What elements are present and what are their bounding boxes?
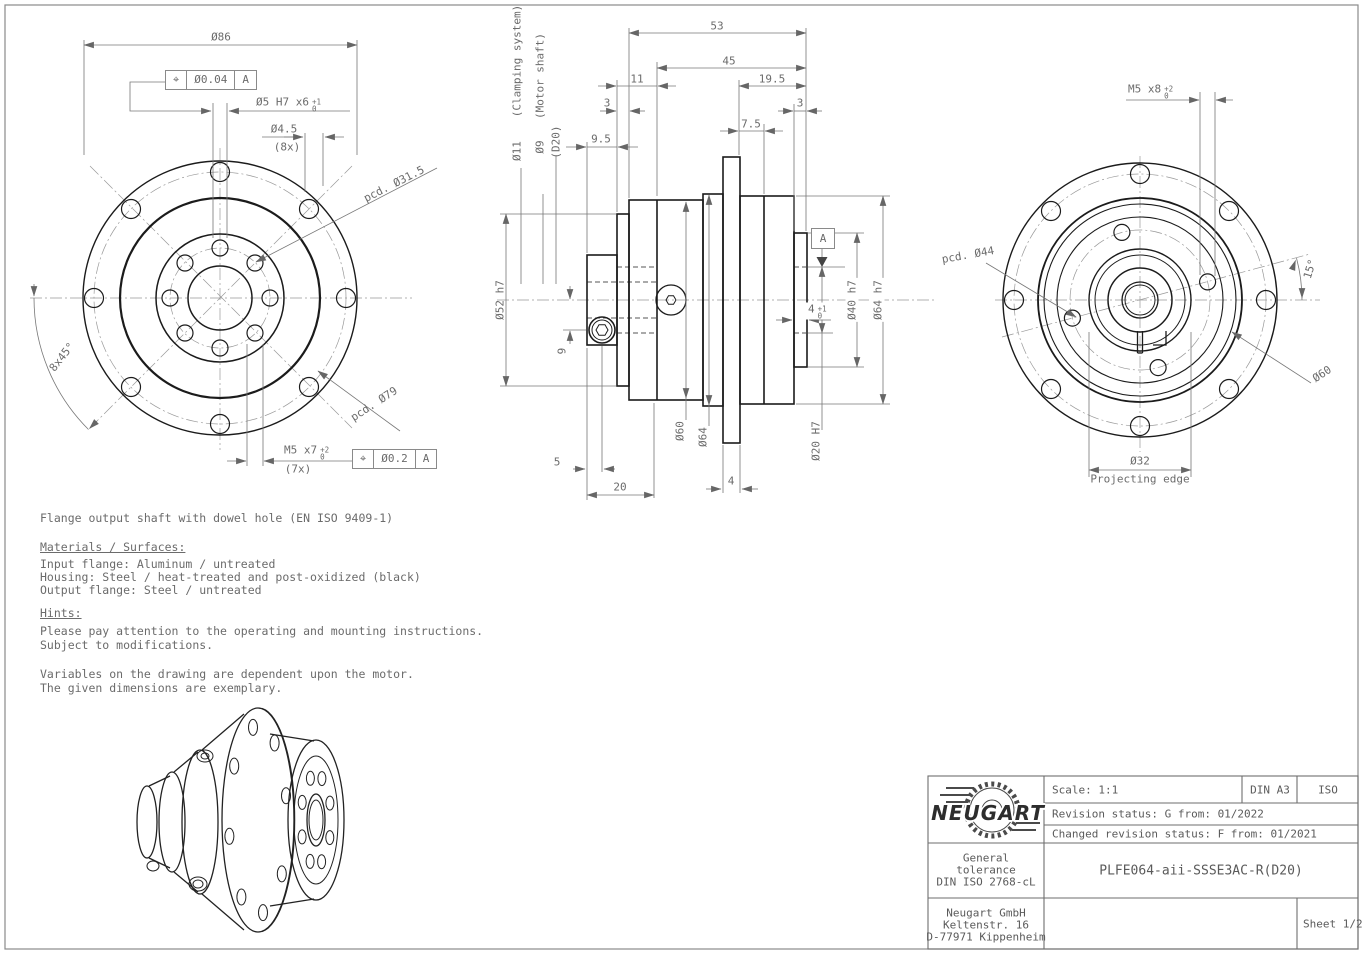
dim-dia52: Ø52 h7 — [493, 280, 507, 320]
note-hint3: Variables on the drawing are dependent upon the motor. — [40, 667, 414, 681]
dim-3-right: 3 — [796, 96, 804, 110]
title-tolerance-1: General — [962, 851, 1010, 865]
gdt-frame-position-top — [165, 70, 257, 90]
datum-a-box: A — [811, 228, 835, 249]
dim-hole-dia: Ø4.5 — [270, 122, 298, 136]
title-company-name: Neugart GmbH — [946, 906, 1026, 920]
dim-4: 4 — [727, 474, 735, 488]
note-mat2: Housing: Steel / heat-treated and post-oxidized (black) — [40, 570, 421, 584]
label-clamping-system: (Clamping system) — [510, 4, 524, 118]
dim-thread-back-tolerance: +2 0 — [1164, 84, 1174, 101]
dim-3-left: 3 — [603, 96, 611, 110]
label-d20: (D20) — [549, 125, 563, 159]
dim-thread-front-text: M5 x7 — [284, 443, 318, 457]
title-standard: ISO — [1318, 783, 1338, 797]
gdt-tolerance-value: Ø0.04 — [187, 71, 235, 89]
neugart-logo-text: NEUGART — [931, 801, 1045, 825]
dim-thread-front-tolerance: +2 0 — [320, 445, 330, 462]
title-part-number: PLFE064-aii-SSSE3AC-R(D20) — [1099, 863, 1303, 879]
dim-thread-front — [284, 444, 329, 461]
note-materials-title: Materials / Surfaces: — [40, 540, 186, 554]
dim-dia9: Ø9 — [533, 140, 547, 154]
label-motor-shaft: (Motor shaft) — [533, 32, 547, 120]
note-hint2: Subject to modifications. — [40, 638, 214, 652]
dim-thread-back-text: M5 x8 — [1128, 82, 1162, 96]
dim-depth4-text: 4 — [808, 302, 815, 316]
gdt-frame-position-bottom — [352, 449, 437, 469]
note-mat3: Output flange: Steel / untreated — [40, 583, 262, 597]
dim-thread-count: (7x) — [284, 462, 312, 476]
dim-11: 11 — [630, 72, 644, 86]
dim-dia11: Ø11 — [510, 141, 524, 161]
back-view — [986, 92, 1320, 477]
dim-depth4 — [806, 303, 829, 320]
gdt-position-icon: ⌖ — [166, 71, 187, 89]
datum-a-triangle — [817, 257, 828, 267]
dim-chamfer: 8x45° — [46, 339, 78, 375]
title-tolerance-3: DIN ISO 2768-cL — [936, 875, 1036, 889]
dim-dia60: Ø60 — [673, 421, 687, 441]
label-projecting-edge: Projecting edge — [1090, 472, 1190, 486]
title-format: DIN A3 — [1250, 783, 1290, 797]
note-mat1: Input flange: Aluminum / untreated — [40, 557, 276, 571]
title-company-city: D-77971 Kippenheim — [926, 930, 1046, 944]
dim-dia64h7: Ø64 h7 — [871, 280, 885, 320]
gdt-position-icon: ⌖ — [353, 450, 374, 468]
dim-dowel-tolerance: +1 0 — [311, 97, 322, 114]
dim-dowel-text: Ø5 H7 x6 — [256, 95, 309, 109]
dim-pcd44: pcd. Ø44 — [940, 243, 996, 267]
title-scale: Scale: 1:1 — [1052, 783, 1119, 797]
title-sheet: Sheet 1/2 — [1303, 917, 1363, 931]
dim-7p5: 7.5 — [741, 117, 761, 131]
dim-dia40h7: Ø40 h7 — [845, 280, 859, 320]
dim-angle15: 15° — [1300, 257, 1320, 281]
dim-dia64: Ø64 — [696, 427, 710, 447]
note-flange: Flange output shaft with dowel hole (EN ISO 9409-1) — [40, 511, 394, 525]
title-company-street: Keltenstr. 16 — [942, 918, 1030, 932]
dim-thread-back — [1128, 83, 1173, 100]
isometric-view — [137, 708, 344, 932]
note-hints-title: Hints: — [40, 606, 82, 620]
dim-45: 45 — [722, 54, 736, 68]
dim-dia32: Ø32 — [1130, 454, 1150, 468]
dim-53: 53 — [710, 19, 724, 33]
gdt-datum-ref: A — [422, 452, 430, 465]
title-changed-revision-status: Changed revision status: F from: 01/2021 — [1052, 827, 1317, 841]
title-revision-status: Revision status: G from: 01/2022 — [1052, 807, 1264, 821]
dim-dia20h7: Ø20 H7 — [809, 421, 823, 461]
dim-19p5: 19.5 — [758, 72, 786, 86]
gdt-datum-ref: A — [242, 73, 249, 86]
dim-9p5: 9.5 — [591, 132, 611, 146]
gdt-tolerance-value: Ø0.2 — [374, 450, 416, 468]
dim-pcd-outer: pcd. Ø79 — [348, 384, 400, 424]
dim-depth4-tolerance: +1 0 — [817, 304, 827, 321]
dim-5: 5 — [553, 455, 561, 469]
dim-dowel-hole — [256, 96, 321, 113]
dim-hole-count: (8x) — [273, 140, 301, 154]
dim-9: 9 — [555, 347, 569, 355]
dim-dia60-back: Ø60 — [1310, 363, 1334, 385]
side-view — [497, 28, 935, 500]
dim-dia86: Ø86 — [211, 30, 231, 44]
dim-20: 20 — [613, 480, 627, 494]
dim-pcd-inner: pcd. Ø31.5 — [361, 163, 427, 205]
title-tolerance-2: tolerance — [956, 863, 1016, 877]
note-hint4: The given dimensions are exemplary. — [40, 681, 283, 695]
note-hint1: Please pay attention to the operating and mounting instructions. — [40, 624, 484, 638]
